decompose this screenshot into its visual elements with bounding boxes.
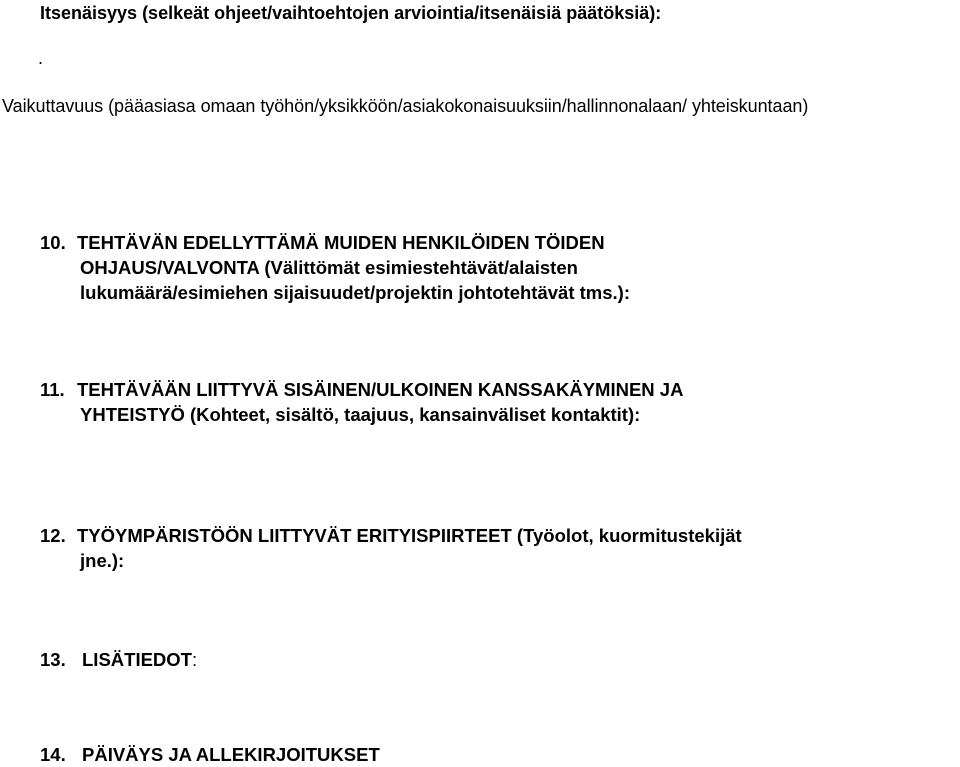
section-12: [40, 523, 742, 573]
itsenaisyys-label: Itsenäisyys (selkeät ohjeet/vaihtoehtojen arviointia/itsenäisiä päätöksiä):: [40, 3, 662, 23]
section-13-colon: :: [191, 649, 198, 670]
section-12-number: 12.: [40, 525, 66, 546]
vaikuttavuus-label: Vaikuttavuus (pääasiasa omaan työhön/yksikköön/asiakokonaisuuksiin/hallinnonalaan/ yhteiskuntaan): [2, 96, 809, 116]
section-14: [40, 742, 380, 767]
section-12-line-2: jne.):: [80, 550, 125, 571]
section-10-line-3: lukumäärä/esimiehen sijaisuudet/projektin johtotehtävät tms.):: [80, 282, 630, 303]
section-14-number: 14.: [40, 744, 66, 765]
section-11: [40, 377, 683, 427]
section-11-number: 11.: [40, 379, 65, 400]
section-14-title: PÄIVÄYS JA ALLEKIRJOITUKSET: [82, 744, 380, 765]
placeholder-dot: .: [38, 48, 44, 68]
section-10-line-2: OHJAUS/VALVONTA (Välittömät esimiestehtävät/alaisten: [80, 257, 578, 278]
section-10: [40, 230, 630, 305]
section-11-line-1: 11. TEHTÄVÄÄN LIITTYVÄ SISÄINEN/ULKOINEN KANSSAKÄYMINEN JA: [40, 379, 684, 400]
section-13-title: LISÄTIEDOT: [82, 649, 192, 670]
section-13: [40, 647, 197, 672]
section-13-number: 13.: [40, 649, 66, 670]
section-11-line-2: YHTEISTYÖ (Kohteet, sisältö, taajuus, kansainväliset kontaktit):: [80, 404, 641, 425]
section-10-line-1: 10. TEHTÄVÄN EDELLYTTÄMÄ MUIDEN HENKILÖIDEN TÖIDEN: [40, 232, 605, 253]
section-12-line-1: 12. TYÖYMPÄRISTÖÖN LIITTYVÄT ERITYISPIIRTEET (Työolot, kuormitustekijät: [40, 525, 742, 546]
section-10-number: 10.: [40, 232, 66, 253]
